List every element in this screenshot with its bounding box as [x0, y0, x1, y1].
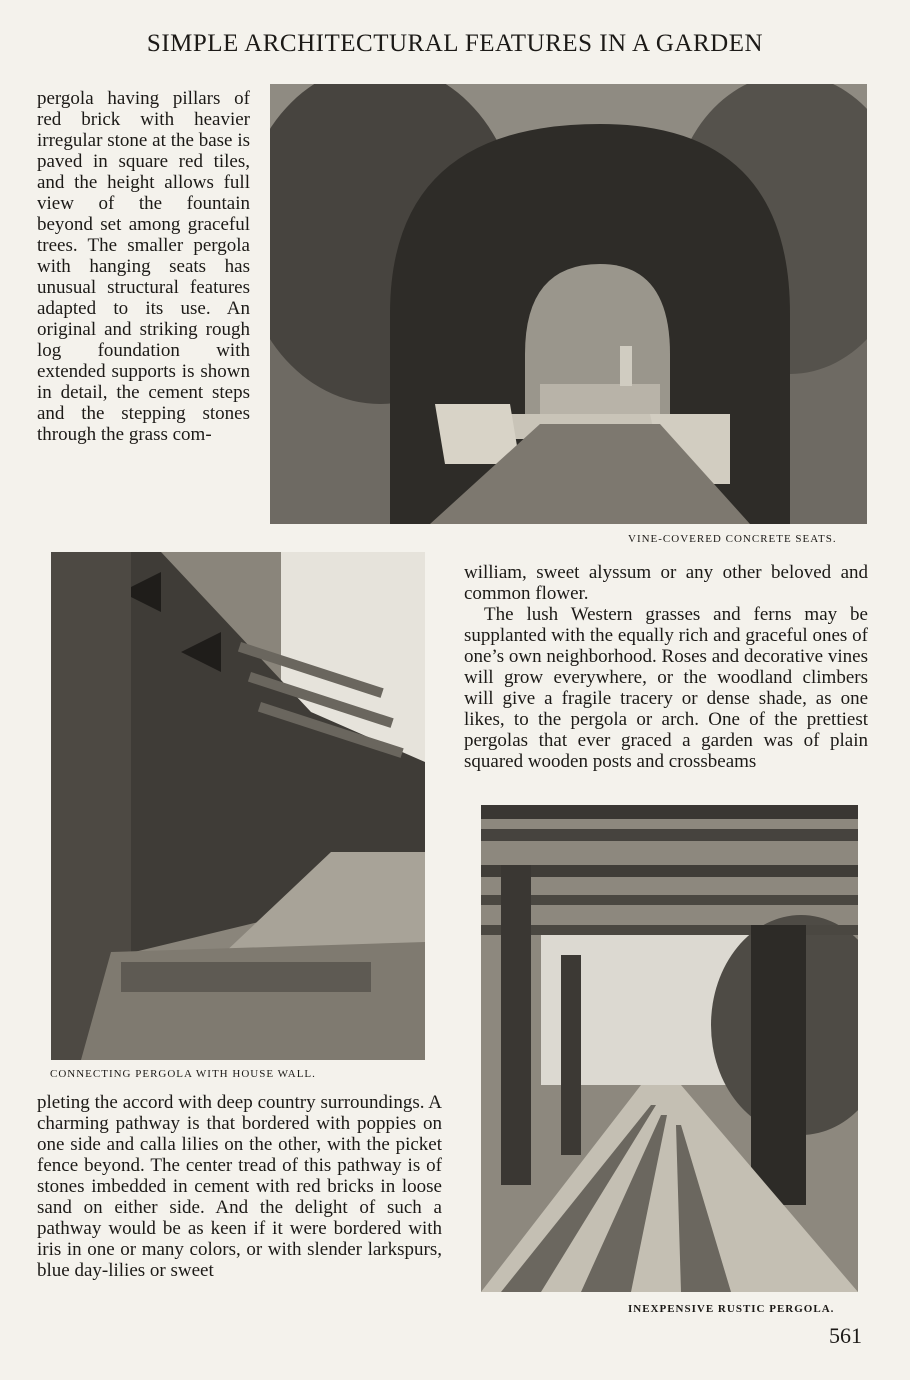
caption-house: CONNECTING PERGOLA WITH HOUSE WALL.	[50, 1068, 316, 1080]
page-number: 561	[829, 1323, 862, 1348]
paragraph: The lush Western grasses and ferns may be supplanted with the equally rich and graceful ones of one’s own neighborhood. Roses and decorative vines will grow everywhere, or the woodland climbers will give a fragile tracery or dense shade, as one likes, to the pergola or arch. One of the prettiest pergolas that ever graced a garden was of plain squared wooden posts and crossbeams	[464, 604, 868, 772]
text-column-bottom: pleting the accord with deep country surroundings. A charming pathway is that bordered with poppies on one side and calla lilies on the other, with the picket fence beyond. The center tread of this pathway is of stones imbedded in cement with red bricks in loose sand on either side. And the delight of such a pathway would be as keen if it were bordered with iris in one or many colors, or with slender larkspurs, blue day-lilies or sweet	[37, 1092, 442, 1281]
photo-house-wall-pergola	[51, 552, 425, 1060]
caption-arch: VINE-COVERED CONCRETE SEATS.	[628, 533, 837, 545]
page-header: SIMPLE ARCHITECTURAL FEATURES IN A GARDEN	[146, 30, 764, 57]
photo-vine-covered-arch	[270, 84, 867, 524]
text-column-right	[464, 562, 868, 772]
text-column-left: pergola having pillars of red brick with heavier irregular stone at the base is paved in square red tiles, and the height allows full view of the fountain beyond set among graceful trees. The smaller pergola with hanging seats has unusual structural features adapted to its use. An original and striking rough log foundation with extended supports is shown in detail, the cement steps and the stepping stones through the grass com-	[37, 88, 250, 445]
photo-rustic-pergola	[481, 805, 858, 1292]
caption-rustic: INEXPENSIVE RUSTIC PERGOLA.	[628, 1303, 835, 1315]
paragraph: william, sweet alyssum or any other beloved and common flower.	[464, 562, 868, 604]
